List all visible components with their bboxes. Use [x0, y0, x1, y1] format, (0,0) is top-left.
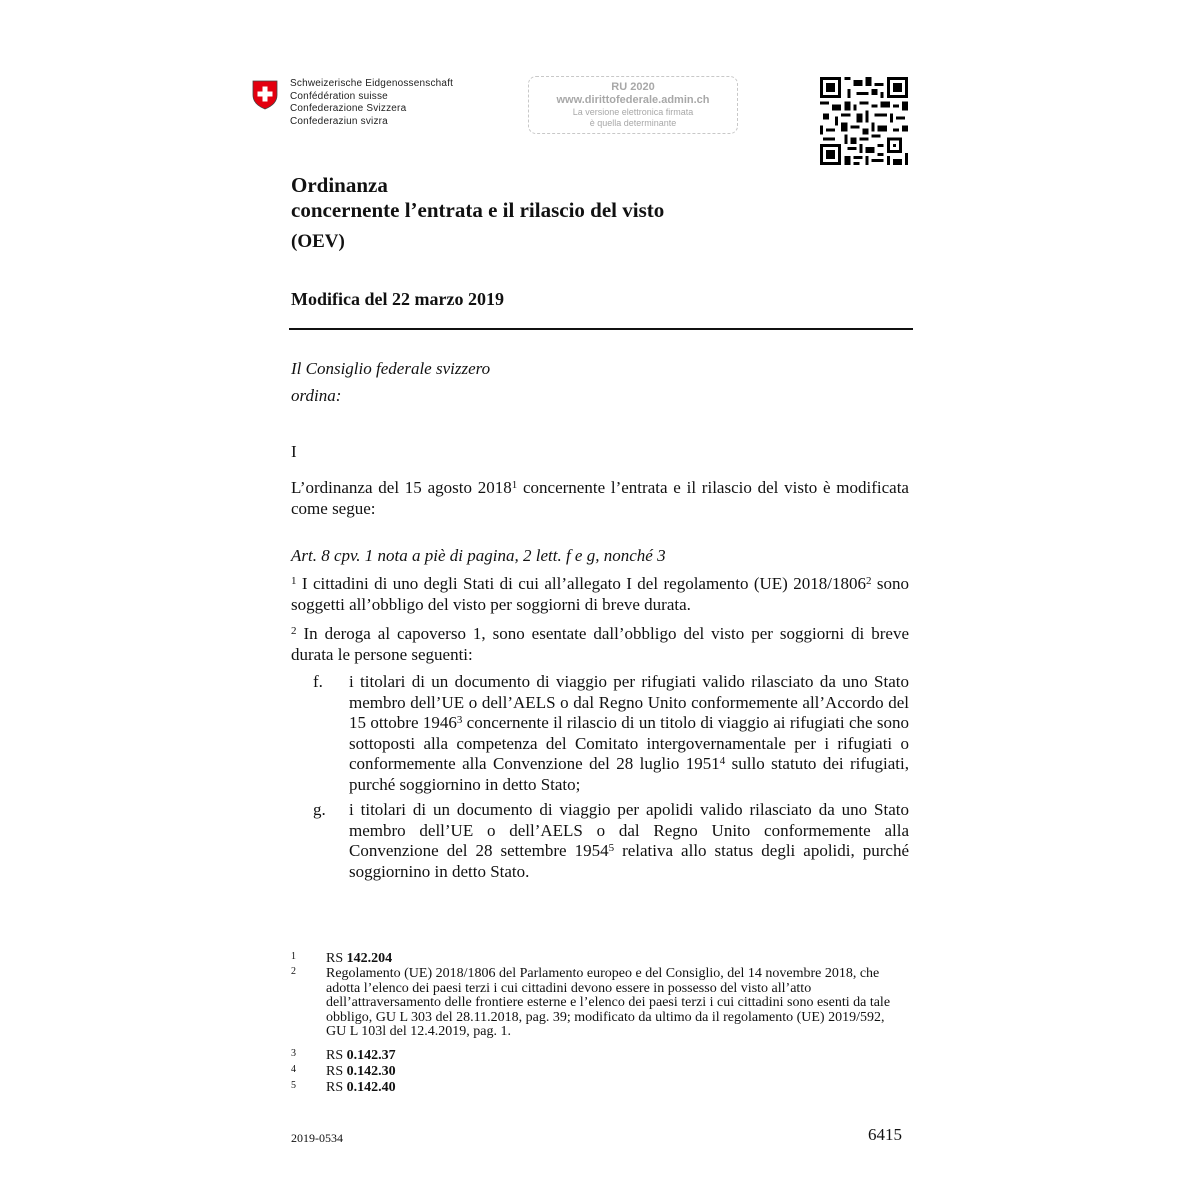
- intro-text-b: concernente l’entrata e il rilascio del visto è modificata come segue:: [291, 478, 909, 518]
- footnote-5-text: [326, 1081, 906, 1096]
- document-number: 2019-0534: [291, 1131, 343, 1145]
- footnote-ref-1[interactable]: 1: [511, 479, 518, 491]
- footnote-4-ref[interactable]: 0.142.30: [346, 1064, 396, 1079]
- confederation-line-it: Confederazione Svizzera: [290, 103, 407, 114]
- footnote-1-number: 1: [291, 951, 296, 962]
- footnote-2-number: 2: [291, 966, 296, 977]
- footnote-3-text: [326, 1049, 906, 1064]
- section-numeral: I: [291, 442, 297, 461]
- footnote-5-ref[interactable]: 0.142.40: [346, 1080, 396, 1095]
- list-item-g: [291, 800, 909, 884]
- paragraph-1-text-a: I cittadini di uno degli Stati di cui all’allegato I del regolamento (UE) 2018/1806: [296, 574, 866, 593]
- item-g-text-b: relativa allo status degli apolidi, purché soggiornino in detto Stato.: [349, 841, 909, 881]
- footnote-ref-2[interactable]: 2: [865, 575, 872, 587]
- title-divider: [289, 328, 913, 330]
- qr-code-icon: [820, 77, 908, 165]
- preamble-body: Il Consiglio federale svizzero: [291, 359, 491, 378]
- footnote-4-text: [326, 1065, 906, 1080]
- footnote-1-text: [326, 952, 906, 967]
- paragraph-1: [291, 574, 909, 615]
- document-title: [291, 173, 664, 223]
- footnote-5-prefix: RS: [326, 1080, 347, 1095]
- title-line-2: concernente l’entrata e il rilascio del visto: [291, 198, 665, 222]
- confederation-names: [290, 78, 453, 128]
- footnote-ref-3[interactable]: 3: [456, 714, 463, 726]
- intro-paragraph: [291, 478, 909, 519]
- intro-text-a: L’ordinanza del 15 agosto 2018: [291, 478, 512, 497]
- footnote-3-ref[interactable]: 0.142.37: [346, 1048, 396, 1063]
- paragraph-2-text: In deroga al capoverso 1, sono esentate dall’obbligo del visto per soggiorni di breve durata le persone seguenti:: [291, 624, 909, 664]
- confederation-line-rm: Confederaziun svizra: [290, 115, 388, 127]
- amendment-date: Modifica del 22 marzo 2019: [291, 289, 504, 309]
- footnote-3-prefix: RS: [326, 1048, 347, 1063]
- stamp-note-2: è quella determinante: [589, 118, 677, 128]
- footnote-2-text: Regolamento (UE) 2018/1806 del Parlamento europeo e del Consiglio, del 14 novembre 2018, che adotta l’elenco dei paesi terzi i cui cittadini devono essere in possesso del visto all’atto dell’attraversamento delle frontiere esterne e l’elenco dei paesi terzi i cui cittadini sono esenti da tale obbligo, GU L 303 del 28.11.2018, pag. 39; modificato da ultimo da il regolamento (UE) 2019/592, GU L 103l del 12.4.2019, pag. 1.: [326, 966, 891, 1039]
- swiss-cross-icon: [252, 80, 278, 110]
- title-abbreviation: (OEV): [291, 231, 345, 252]
- list-item-g-label: g.: [313, 800, 326, 819]
- stamp-note-1: La versione elettronica firmata: [572, 107, 694, 117]
- title-line-1: Ordinanza: [291, 173, 388, 197]
- paragraph-2: [291, 624, 909, 665]
- preamble-verb: ordina:: [291, 386, 342, 405]
- footnote-1-prefix: RS: [326, 951, 347, 966]
- footnote-1-ref[interactable]: 142.204: [346, 951, 393, 966]
- list-item-g-text: [349, 800, 909, 882]
- list-item-f-text: [349, 672, 909, 795]
- paragraph-1-number: 1: [291, 575, 297, 587]
- item-f-text-a: i titolari di un documento di viaggio per rifugiati valido rilasciato da uno Stato membro dell’UE o dell’AELS o dal Regno Unito conformemente all’Accordo del 15 ottobre 1946: [349, 672, 909, 732]
- item-f-text-c: sullo statuto dei rifugiati, purché soggiornino in detto Stato;: [349, 754, 909, 794]
- footnote-5-number: 5: [291, 1080, 296, 1091]
- official-stamp: [528, 76, 738, 134]
- item-g-text-a: i titolari di un documento di viaggio per apolidi valido rilasciato da uno Stato membro dell’UE o dell’AELS o dal Regno Unito conformemente alla Convenzione del 28 settembre 1954: [349, 800, 909, 860]
- page-number: 6415: [868, 1125, 902, 1144]
- stamp-url[interactable]: www.dirittofederale.admin.ch: [556, 94, 710, 106]
- paragraph-1-text-b: sono soggetti all’obbligo del visto per soggiorni di breve durata.: [291, 574, 909, 614]
- footnote-3-number: 3: [291, 1048, 296, 1059]
- footnote-ref-5[interactable]: 5: [608, 842, 615, 854]
- footnote-4-prefix: RS: [326, 1064, 347, 1079]
- list-item-f-label: f.: [313, 672, 323, 691]
- article-heading: Art. 8 cpv. 1 nota a piè di pagina, 2 lett. f e g, nonché 3: [291, 546, 666, 565]
- paragraph-2-number: 2: [291, 625, 297, 637]
- footnote-ref-4[interactable]: 4: [719, 755, 726, 767]
- list-item-f: [291, 672, 909, 796]
- confederation-line-fr: Confédération suisse: [290, 90, 388, 102]
- item-f-text-b: concernente il rilascio di un titolo di viaggio ai rifugiati che sono sottoposti alla competenza del Comitato intergovernamentale per i rifugiati o conformemente alla Convenzione del 28 luglio 1951: [349, 713, 909, 773]
- footnote-4-number: 4: [291, 1064, 296, 1075]
- confederation-line-de: Schweizerische Eidgenossenschaft: [290, 78, 454, 89]
- stamp-ru: RU 2020: [611, 81, 655, 93]
